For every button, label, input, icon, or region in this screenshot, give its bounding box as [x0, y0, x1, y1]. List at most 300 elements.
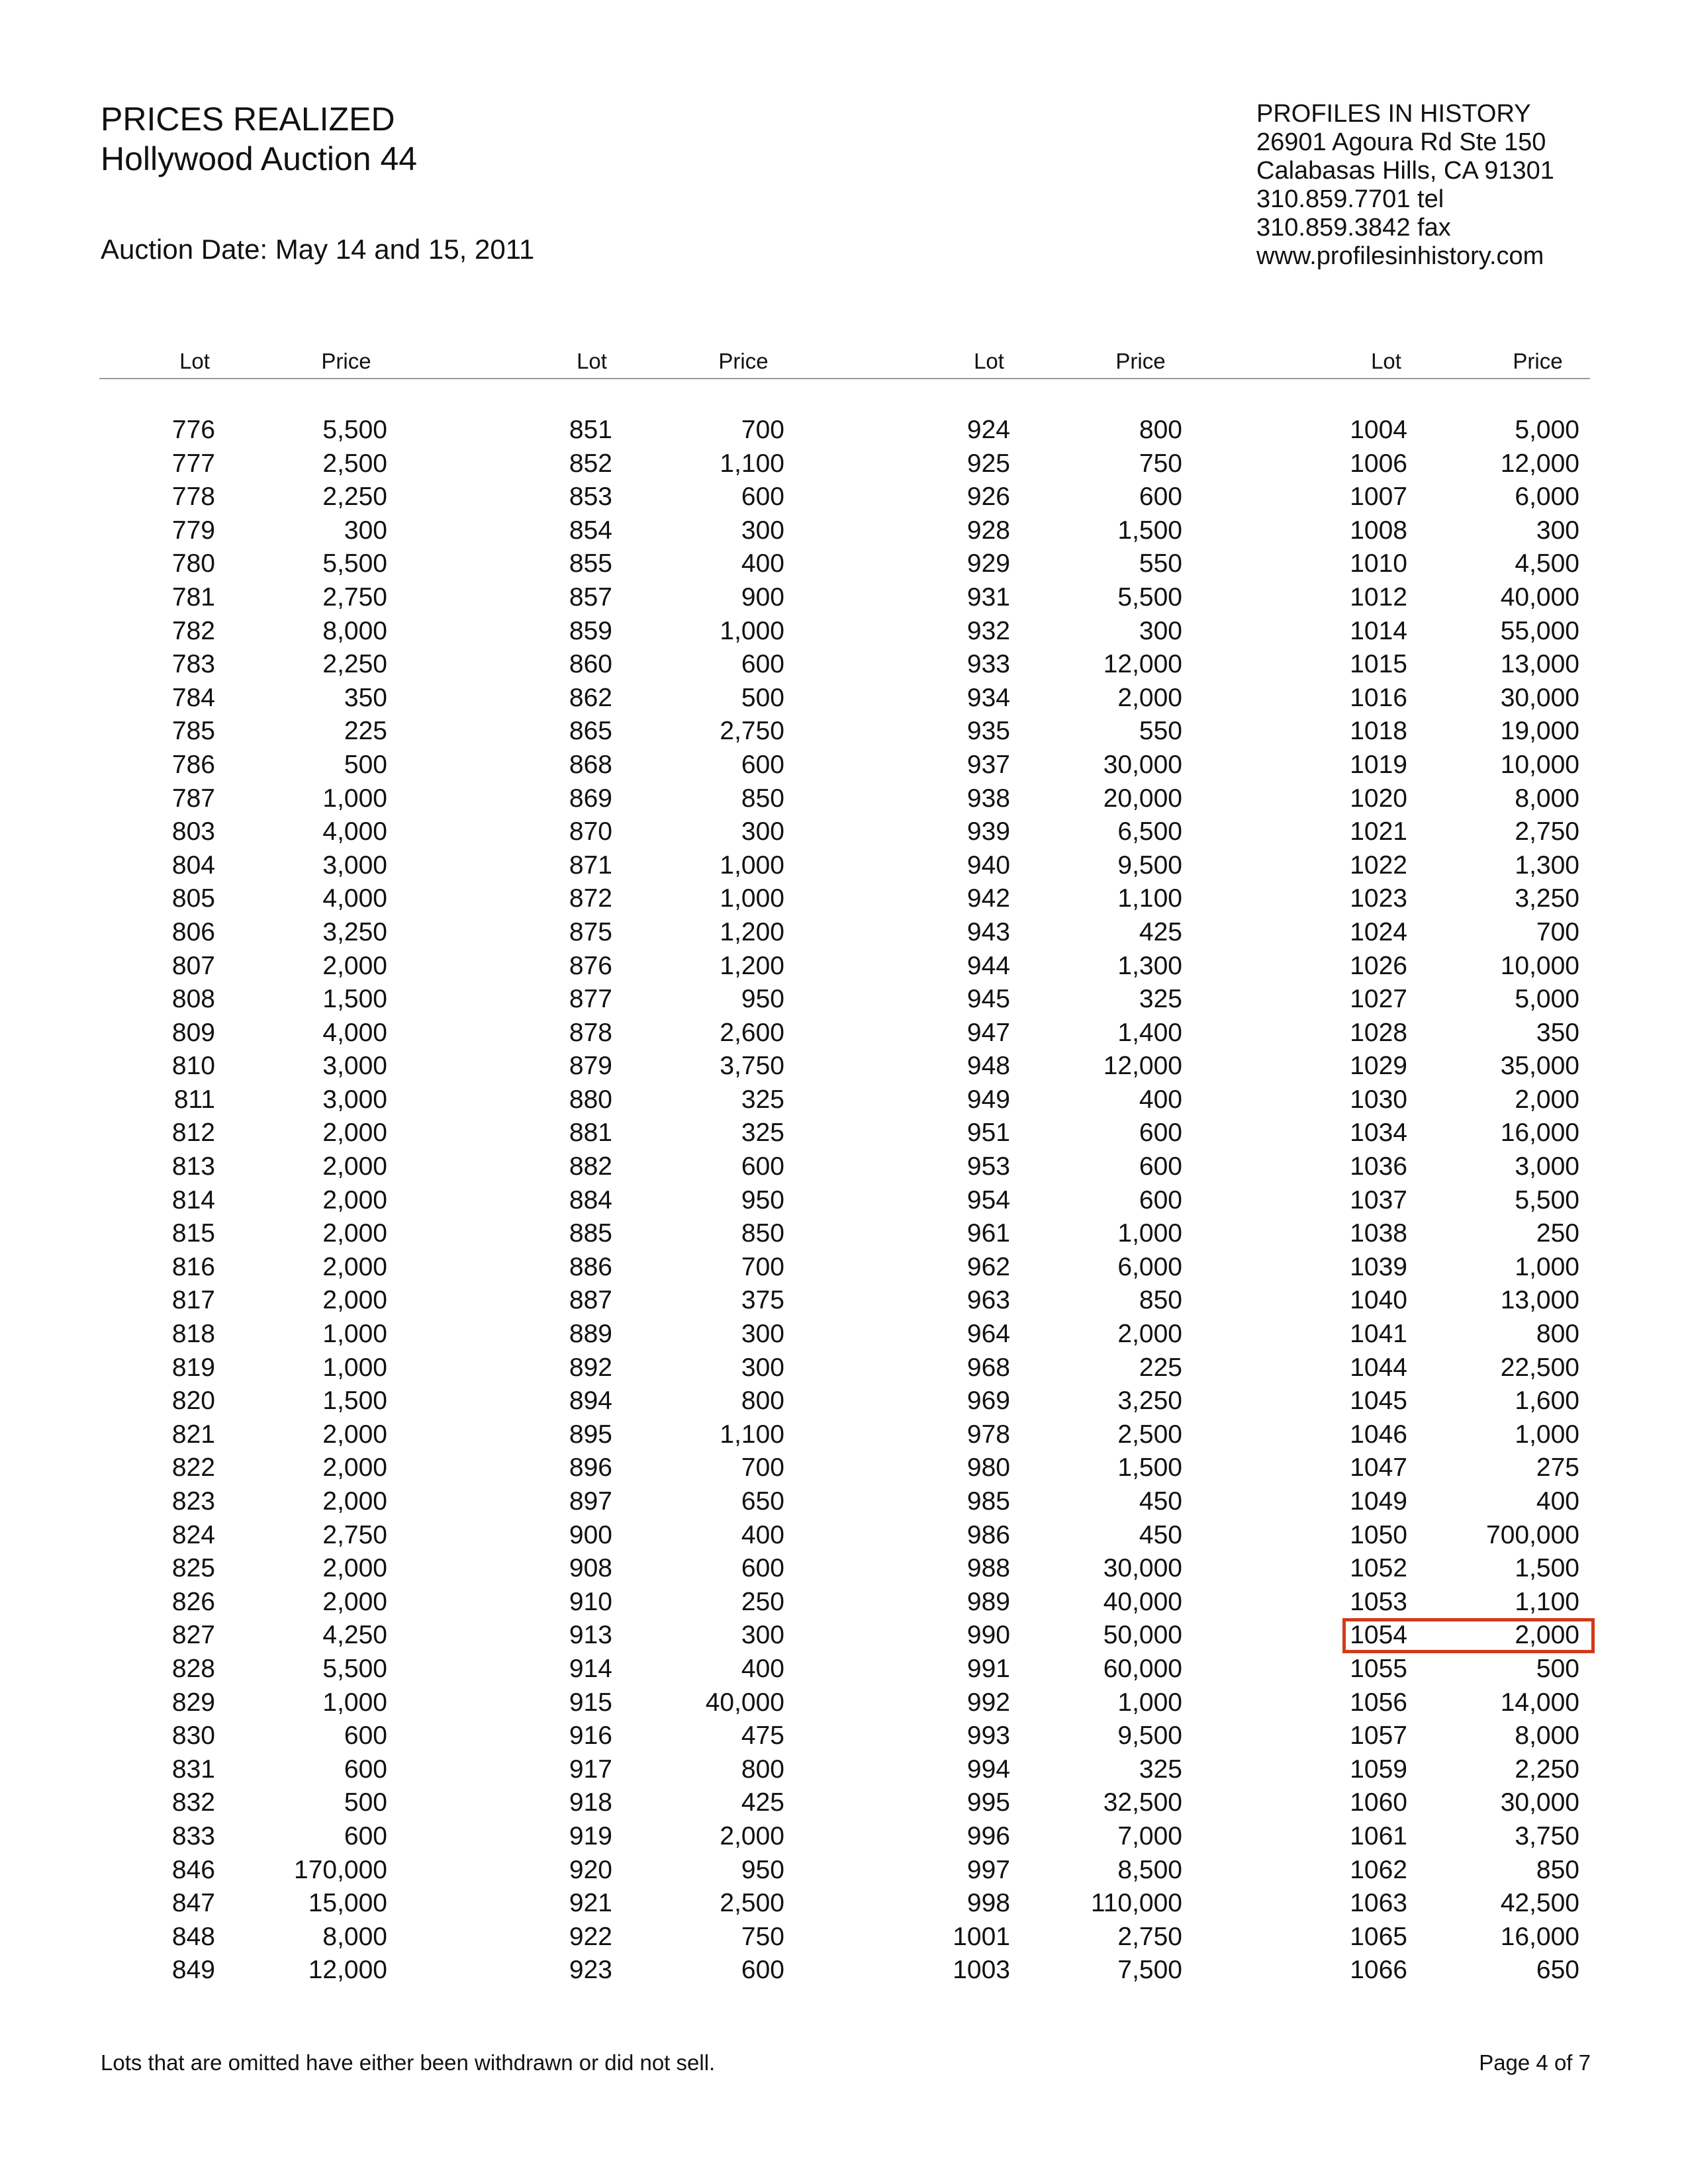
lot-number: 813 — [171, 1152, 215, 1181]
lot-number: 1019 — [1350, 750, 1407, 779]
lot-number: 1063 — [1350, 1889, 1407, 1918]
lot-number: 777 — [171, 449, 215, 478]
table-header — [0, 347, 1688, 376]
lot-number: 1012 — [1350, 582, 1407, 612]
lot-number: 1038 — [1350, 1219, 1407, 1248]
table-row — [0, 1451, 1688, 1485]
lot-number: 853 — [569, 482, 612, 512]
lot-price: 300 — [741, 516, 784, 545]
lot-price: 600 — [741, 482, 784, 512]
lot-number: 887 — [569, 1286, 612, 1315]
lot-price: 16,000 — [1500, 1922, 1579, 1951]
lot-price: 950 — [741, 985, 784, 1014]
lot-price: 7,000 — [1117, 1821, 1182, 1850]
lot-number: 1003 — [953, 1956, 1010, 1985]
lot-number: 996 — [966, 1821, 1010, 1850]
table-row — [0, 581, 1688, 615]
table-row — [0, 1217, 1688, 1251]
lot-number: 854 — [569, 516, 612, 545]
lot-number: 929 — [966, 549, 1010, 578]
lot-number: 945 — [966, 985, 1010, 1014]
lot-number: 880 — [569, 1085, 612, 1114]
lot-number: 1044 — [1350, 1353, 1407, 1382]
lot-number: 915 — [569, 1688, 612, 1717]
lot-number: 997 — [966, 1855, 1010, 1884]
lot-number: 937 — [966, 750, 1010, 779]
lot-price: 6,000 — [1515, 482, 1579, 512]
lot-header: Lot — [1371, 349, 1401, 373]
table-row — [0, 1820, 1688, 1854]
table-row — [0, 1351, 1688, 1385]
lot-number: 1020 — [1350, 784, 1407, 813]
lot-number: 1052 — [1350, 1554, 1407, 1583]
price-header: Price — [1115, 349, 1166, 373]
lot-price: 4,000 — [322, 817, 387, 846]
lot-price: 600 — [741, 1152, 784, 1181]
lot-price: 8,000 — [322, 1922, 387, 1951]
lot-number: 1046 — [1350, 1420, 1407, 1449]
lot-price: 30,000 — [1500, 1788, 1579, 1817]
lot-number: 831 — [171, 1754, 215, 1784]
lot-number: 993 — [966, 1721, 1010, 1751]
lot-price: 1,000 — [1515, 1252, 1579, 1281]
lot-number: 780 — [171, 549, 215, 578]
table-row — [0, 1184, 1688, 1218]
lot-price: 550 — [1139, 717, 1182, 746]
lot-price: 1,000 — [322, 784, 387, 813]
lot-number: 855 — [569, 549, 612, 578]
lot-number: 862 — [569, 683, 612, 712]
lot-price: 1,000 — [720, 616, 784, 645]
lot-number: 812 — [171, 1118, 215, 1148]
lot-number: 1030 — [1350, 1085, 1407, 1114]
lot-price: 300 — [741, 1320, 784, 1349]
lot-number: 781 — [171, 582, 215, 612]
lot-number: 980 — [966, 1453, 1010, 1482]
lot-number: 869 — [569, 784, 612, 813]
company-phone: 310.859.7701 tel — [1256, 185, 1444, 213]
lot-number: 1039 — [1350, 1252, 1407, 1281]
table-row — [0, 1552, 1688, 1586]
lot-price: 400 — [1139, 1085, 1182, 1114]
lot-number: 933 — [966, 650, 1010, 679]
lot-number: 1053 — [1350, 1587, 1407, 1616]
lot-price: 1,600 — [1515, 1387, 1579, 1416]
lot-number: 847 — [171, 1889, 215, 1918]
lot-price: 700 — [741, 416, 784, 444]
lot-price: 2,750 — [322, 1520, 387, 1549]
lot-column — [0, 414, 1688, 1987]
table-row — [0, 1083, 1688, 1117]
lot-price: 300 — [741, 1353, 784, 1382]
lot-number: 814 — [171, 1185, 215, 1214]
lot-number: 784 — [171, 683, 215, 712]
lot-number: 803 — [171, 817, 215, 846]
lot-price: 42,500 — [1500, 1889, 1579, 1918]
lot-number: 865 — [569, 717, 612, 746]
price-header: Price — [321, 349, 371, 373]
lot-number: 826 — [171, 1587, 215, 1616]
lot-number: 928 — [966, 516, 1010, 545]
lot-number: 859 — [569, 616, 612, 645]
lot-price: 600 — [741, 1554, 784, 1583]
table-row — [0, 682, 1688, 715]
lot-price: 400 — [741, 549, 784, 578]
lot-price: 4,000 — [322, 884, 387, 913]
lot-price: 3,250 — [1515, 884, 1579, 913]
lot-number: 808 — [171, 985, 215, 1014]
lot-number: 833 — [171, 1821, 215, 1850]
lot-price: 50,000 — [1103, 1621, 1182, 1650]
lot-price: 1,000 — [1117, 1688, 1182, 1717]
lot-price: 8,000 — [322, 616, 387, 645]
lot-price: 950 — [741, 1185, 784, 1214]
lot-price: 4,500 — [1515, 549, 1579, 578]
lot-number: 1049 — [1350, 1487, 1407, 1516]
company-name: PROFILES IN HISTORY — [1256, 100, 1531, 128]
lot-number: 925 — [966, 449, 1010, 478]
lot-price: 3,250 — [1117, 1387, 1182, 1416]
lot-price: 1,500 — [322, 1387, 387, 1416]
lot-price: 10,000 — [1500, 951, 1579, 980]
table-row — [0, 1586, 1688, 1619]
lot-number: 896 — [569, 1453, 612, 1482]
lot-price: 1,000 — [720, 884, 784, 913]
lot-number: 809 — [171, 1018, 215, 1047]
lot-price: 12,000 — [1103, 1052, 1182, 1081]
lot-number: 895 — [569, 1420, 612, 1449]
lot-number: 1028 — [1350, 1018, 1407, 1047]
lot-price: 800 — [1139, 416, 1182, 444]
lot-price: 5,500 — [322, 416, 387, 444]
lot-number: 832 — [171, 1788, 215, 1817]
table-row — [0, 1686, 1688, 1720]
lot-number: 782 — [171, 616, 215, 645]
lot-number: 868 — [569, 750, 612, 779]
lot-price: 2,750 — [1515, 817, 1579, 846]
lot-number: 1014 — [1350, 616, 1407, 645]
lot-number: 848 — [171, 1922, 215, 1951]
lot-price: 650 — [1536, 1956, 1579, 1985]
lot-price: 2,250 — [322, 482, 387, 512]
highlighted-lot-box — [1342, 1618, 1595, 1653]
lot-price: 3,000 — [322, 1052, 387, 1081]
lot-number: 1007 — [1350, 482, 1407, 512]
table-row — [0, 1519, 1688, 1553]
lot-number: 962 — [966, 1252, 1010, 1281]
lot-price: 19,000 — [1500, 717, 1579, 746]
table-row — [0, 1485, 1688, 1519]
lot-price: 4,000 — [322, 1018, 387, 1047]
lot-price: 3,750 — [1515, 1821, 1579, 1850]
lot-price: 22,500 — [1500, 1353, 1579, 1382]
lot-price: 3,750 — [720, 1052, 784, 1081]
lot-number: 963 — [966, 1286, 1010, 1315]
lot-number: 823 — [171, 1487, 215, 1516]
lot-price: 325 — [741, 1085, 784, 1114]
lot-price: 850 — [741, 784, 784, 813]
lot-number: 787 — [171, 784, 215, 813]
lot-price: 7,500 — [1117, 1956, 1182, 1985]
lot-number: 806 — [171, 917, 215, 946]
lot-number: 924 — [966, 416, 1010, 444]
lot-price: 1,000 — [322, 1320, 387, 1349]
table-row — [0, 1653, 1688, 1686]
lot-price: 2,500 — [1117, 1420, 1182, 1449]
lot-number: 994 — [966, 1754, 1010, 1784]
lot-price: 2,000 — [322, 1152, 387, 1181]
lot-price: 32,500 — [1103, 1788, 1182, 1817]
company-address-line1: 26901 Agoura Rd Ste 150 — [1256, 128, 1546, 156]
table-row — [0, 1284, 1688, 1318]
lot-number: 825 — [171, 1554, 215, 1583]
lot-price: 40,000 — [1103, 1587, 1182, 1616]
lot-number: 828 — [171, 1654, 215, 1683]
lot-price: 30,000 — [1103, 1554, 1182, 1583]
lot-price: 2,000 — [322, 1487, 387, 1516]
lot-price: 2,500 — [322, 449, 387, 478]
lot-number: 1029 — [1350, 1052, 1407, 1081]
lot-price: 500 — [344, 750, 387, 779]
lot-number: 942 — [966, 884, 1010, 913]
lot-price: 5,000 — [1515, 985, 1579, 1014]
lot-number: 934 — [966, 683, 1010, 712]
lot-number: 1010 — [1350, 549, 1407, 578]
lot-number: 968 — [966, 1353, 1010, 1382]
lot-price: 350 — [1536, 1018, 1579, 1047]
lot-price: 2,000 — [322, 1185, 387, 1214]
company-address-line2: Calabasas Hills, CA 91301 — [1256, 157, 1554, 185]
lot-number: 820 — [171, 1387, 215, 1416]
lot-number: 938 — [966, 784, 1010, 813]
lot-number: 849 — [171, 1956, 215, 1985]
lot-number: 819 — [171, 1353, 215, 1382]
lot-number: 785 — [171, 717, 215, 746]
lot-number: 978 — [966, 1420, 1010, 1449]
lot-number: 817 — [171, 1286, 215, 1315]
lot-price: 5,500 — [1117, 582, 1182, 612]
table-row — [0, 1017, 1688, 1050]
company-block — [1256, 100, 1554, 271]
lot-number: 995 — [966, 1788, 1010, 1817]
lot-number: 810 — [171, 1052, 215, 1081]
lot-price: 10,000 — [1500, 750, 1579, 779]
lot-price: 110,000 — [1090, 1889, 1182, 1918]
table-row — [0, 414, 1688, 447]
lot-number: 908 — [569, 1554, 612, 1583]
lot-price: 2,000 — [322, 1554, 387, 1583]
lot-price: 2,250 — [1515, 1754, 1579, 1784]
lot-price: 40,000 — [1500, 582, 1579, 612]
lot-price: 250 — [1536, 1219, 1579, 1248]
lot-number: 1026 — [1350, 951, 1407, 980]
lot-number: 818 — [171, 1320, 215, 1349]
footer-note: Lots that are omitted have either been withdrawn or did not sell. — [101, 2050, 716, 2075]
lot-price: 300 — [1139, 616, 1182, 645]
lot-price: 14,000 — [1500, 1688, 1579, 1717]
lot-price: 1,400 — [1117, 1018, 1182, 1047]
lot-price: 2,000 — [1117, 683, 1182, 712]
lot-price: 225 — [1139, 1353, 1182, 1382]
lot-number: 1061 — [1350, 1821, 1407, 1850]
lot-price: 250 — [741, 1587, 784, 1616]
lot-number: 990 — [966, 1621, 1010, 1650]
table-row — [0, 1150, 1688, 1184]
lot-number: 878 — [569, 1018, 612, 1047]
lot-price: 1,100 — [720, 1420, 784, 1449]
lot-number: 1018 — [1350, 717, 1407, 746]
lot-number: 778 — [171, 482, 215, 512]
lot-number: 879 — [569, 1052, 612, 1081]
lot-price: 600 — [344, 1821, 387, 1850]
lot-number: 1016 — [1350, 683, 1407, 712]
lot-price: 1,000 — [720, 850, 784, 880]
lot-number: 816 — [171, 1252, 215, 1281]
lot-price: 1,500 — [1117, 516, 1182, 545]
lot-price: 2,750 — [322, 582, 387, 612]
lot-price: 2,000 — [322, 1587, 387, 1616]
table-row — [0, 1854, 1688, 1888]
lot-number: 913 — [569, 1621, 612, 1650]
lot-number: 949 — [966, 1085, 1010, 1114]
lot-number: 922 — [569, 1922, 612, 1951]
lot-number: 964 — [966, 1320, 1010, 1349]
lot-number: 1034 — [1350, 1118, 1407, 1148]
lot-number: 830 — [171, 1721, 215, 1751]
lot-number: 932 — [966, 616, 1010, 645]
lot-number: 815 — [171, 1219, 215, 1248]
lot-price: 16,000 — [1500, 1118, 1579, 1148]
lot-number: 914 — [569, 1654, 612, 1683]
lot-number: 811 — [173, 1085, 215, 1114]
lot-price: 300 — [741, 1621, 784, 1650]
lot-price: 700 — [741, 1453, 784, 1482]
lot-number: 1041 — [1350, 1320, 1407, 1349]
lot-number: 910 — [569, 1587, 612, 1616]
lot-number: 1066 — [1350, 1956, 1407, 1985]
lot-number: 875 — [569, 917, 612, 946]
lot-price: 2,000 — [1515, 1085, 1579, 1114]
lot-price: 300 — [344, 516, 387, 545]
lot-price: 30,000 — [1500, 683, 1579, 712]
lot-number: 852 — [569, 449, 612, 478]
lot-price: 12,000 — [1500, 449, 1579, 478]
lot-price: 600 — [741, 650, 784, 679]
lot-number: 822 — [171, 1453, 215, 1482]
lot-price: 15,000 — [308, 1889, 387, 1918]
lot-price: 5,500 — [322, 1654, 387, 1683]
lot-price: 550 — [1139, 549, 1182, 578]
lot-number: 871 — [569, 850, 612, 880]
table-row — [0, 1318, 1688, 1351]
lot-price: 750 — [741, 1922, 784, 1951]
lot-price: 800 — [741, 1754, 784, 1784]
lot-number: 920 — [569, 1855, 612, 1884]
lot-price: 600 — [344, 1754, 387, 1784]
lot-number: 1024 — [1350, 917, 1407, 946]
table-row — [0, 480, 1688, 514]
lot-price: 5,000 — [1515, 416, 1579, 444]
table-row — [0, 1719, 1688, 1753]
lot-price: 30,000 — [1103, 750, 1182, 779]
lot-price: 8,000 — [1515, 784, 1579, 813]
lot-price: 850 — [1536, 1855, 1579, 1884]
lot-price: 300 — [1536, 516, 1579, 545]
lot-number: 943 — [966, 917, 1010, 946]
lot-price: 1,200 — [720, 951, 784, 980]
table-row — [0, 514, 1688, 548]
lot-price: 600 — [1139, 1152, 1182, 1181]
table-row — [0, 749, 1688, 782]
lot-price: 275 — [1536, 1453, 1579, 1482]
company-website: www.profilesinhistory.com — [1256, 242, 1544, 270]
lot-number: 786 — [171, 750, 215, 779]
lot-price: 6,500 — [1117, 817, 1182, 846]
lot-price: 800 — [1536, 1320, 1579, 1349]
lot-price: 1,300 — [1515, 850, 1579, 880]
lot-price: 500 — [344, 1788, 387, 1817]
lot-price: 400 — [741, 1654, 784, 1683]
lot-price: 3,250 — [322, 917, 387, 946]
lot-price: 1,000 — [322, 1688, 387, 1717]
lot-number: 1004 — [1350, 416, 1407, 444]
table-row — [0, 1385, 1688, 1418]
lot-number: 916 — [569, 1721, 612, 1751]
lot-number: 1060 — [1350, 1788, 1407, 1817]
lot-price: 425 — [1139, 917, 1182, 946]
page-title: PRICES REALIZED — [101, 101, 395, 138]
lot-price: 1,000 — [322, 1353, 387, 1382]
table-row — [0, 782, 1688, 816]
lot-number: 989 — [966, 1587, 1010, 1616]
lot-price: 12,000 — [1103, 650, 1182, 679]
lot-number: 1057 — [1350, 1721, 1407, 1751]
lot-number: 1040 — [1350, 1286, 1407, 1315]
lot-price: 35,000 — [1500, 1052, 1579, 1081]
lot-price: 2,000 — [322, 1252, 387, 1281]
lot-price: 60,000 — [1103, 1654, 1182, 1683]
lot-price: 1,500 — [1515, 1554, 1579, 1583]
lot-price: 600 — [741, 750, 784, 779]
lot-price: 2,750 — [1117, 1922, 1182, 1951]
lot-price: 1,500 — [1117, 1453, 1182, 1482]
lot-number: 900 — [569, 1520, 612, 1549]
lot-number: 1027 — [1350, 985, 1407, 1014]
lot-number: 804 — [171, 850, 215, 880]
lot-header: Lot — [974, 349, 1004, 373]
lot-price: 650 — [741, 1487, 784, 1516]
table-row — [0, 1887, 1688, 1921]
table-row — [0, 1116, 1688, 1150]
lot-price: 400 — [741, 1520, 784, 1549]
lot-number: 1006 — [1350, 449, 1407, 478]
lot-price: 2,000 — [322, 1453, 387, 1482]
lot-number: 1023 — [1350, 884, 1407, 913]
lot-price: 225 — [344, 717, 387, 746]
lot-number: 851 — [569, 416, 612, 444]
lot-price: 1,100 — [1515, 1587, 1579, 1616]
lot-number: 1055 — [1350, 1654, 1407, 1683]
lot-number: 991 — [966, 1654, 1010, 1683]
lot-number: 1015 — [1350, 650, 1407, 679]
lot-price: 40,000 — [705, 1688, 784, 1717]
lot-price: 700 — [1536, 917, 1579, 946]
lot-number: 807 — [171, 951, 215, 980]
lot-number: 948 — [966, 1052, 1010, 1081]
lot-price: 6,000 — [1117, 1252, 1182, 1281]
lot-number: 1056 — [1350, 1688, 1407, 1717]
lot-number: 892 — [569, 1353, 612, 1382]
